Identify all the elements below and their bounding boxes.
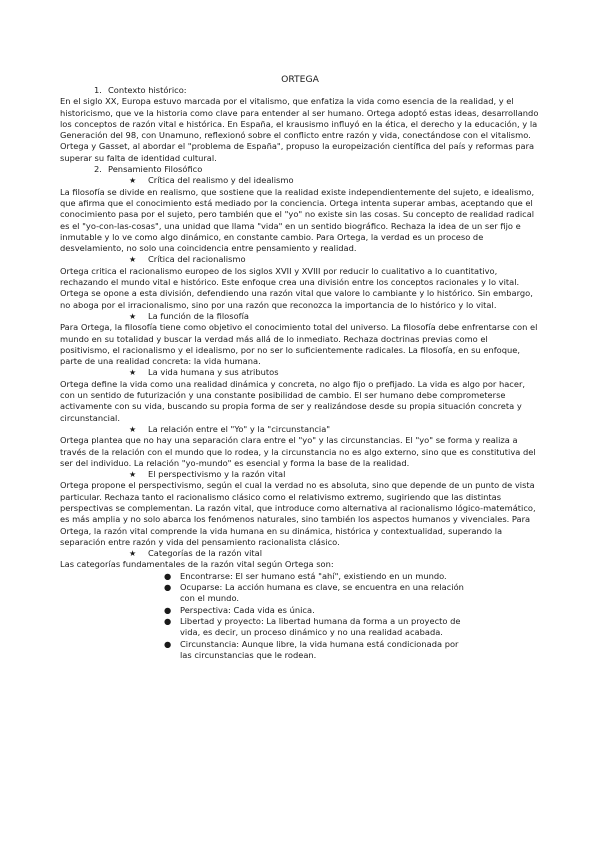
star-bullet-icon: ★ [129, 549, 137, 559]
subsection-heading-text: La relación entre el "Yo" y la "circunstancia" [148, 423, 331, 434]
section-2-heading [60, 164, 540, 175]
star-bullet-icon: ★ [129, 368, 137, 378]
star-bullet-icon: ★ [129, 311, 137, 321]
section-2-number: 2. [94, 164, 102, 175]
star-bullet-icon: ★ [129, 255, 137, 265]
list-item [60, 605, 540, 616]
list-item-text: Circunstancia: Aunque libre, la vida humana está condicionada por las circunstancias que le rodean. [180, 638, 459, 660]
subsection-paragraph-perspectivismo: Ortega propone el perspectivismo, según el cual la verdad no es absoluta, sino que depende de un punto de vista particular. Rechaza tanto el racionalismo clásico como el relativismo extremo, sugiriendo que las distintas perspectivas se complementan. La razón vital, que introduce como alternativa al racionalismo lógico-matemático, es más amplia y no solo abarca los fenómenos naturales, sino también los aspectos humanos y vivenciales. Para Ortega, la razón vital comprende la vida humana en su dinámica, histórica y contextualidad, superando la separación entre razón y vida del pensamiento racionalista clásico. [60, 480, 536, 547]
star-bullet-icon: ★ [129, 424, 137, 434]
bullet-dot-icon: ● [164, 582, 172, 593]
page-title: ORTEGA [281, 74, 319, 85]
subsection-heading-realismo [60, 175, 540, 186]
list-item [60, 582, 540, 605]
subsection-heading-racionalismo [60, 254, 540, 265]
bullet-dot-icon: ● [164, 615, 172, 626]
list-item [60, 639, 540, 662]
subsection-heading-text: Crítica del racionalismo [148, 254, 246, 265]
subsection-paragraph-yo-circunstancia: Ortega plantea que no hay una separación clara entre el "yo" y las circunstancias. El "yo" se forma y realiza a través de la relación con el mundo que lo rodea, y la circunstancia no es algo externo, sino que es constitutiva del ser del individuo. La relación "yo-mundo" es esencial y forma la base de la realidad. [60, 435, 536, 468]
subsection-heading-vida [60, 367, 540, 378]
categories-list [60, 571, 540, 661]
subsection-heading-categorias [60, 548, 540, 559]
subsection-heading-funcion [60, 311, 540, 322]
list-item-text: Encontrarse: El ser humano está "ahí", existiendo en un mundo. [180, 570, 447, 581]
section-1-heading-text: Contexto histórico: [108, 85, 187, 95]
subsection-paragraph-vida: Ortega define la vida como una realidad dinámica y concreta, no algo fijo o prefijado. La vida es algo por hacer, con un sentido de futurización y una constante posibilidad de cambio. El ser humano debe comprometerse activamente con su vida, buscando su propia forma de ser y realizándose desde su propia situación concreta y circunstancial. [60, 378, 526, 423]
list-item-text: Perspectiva: Cada vida es única. [180, 604, 315, 615]
subsection-heading-text: La vida humana y sus atributos [148, 367, 279, 378]
subsection-heading-yo-circunstancia [60, 424, 540, 435]
subsection-heading-text: Categorías de la razón vital [148, 548, 263, 559]
subsection-heading-text: Crítica del realismo y del idealismo [148, 175, 294, 186]
bullet-dot-icon: ● [164, 570, 172, 581]
list-item-text: Libertad y proyecto: La libertad humana da forma a un proyecto de vida, es decir, un proceso dinámico y no una realidad acabada. [180, 615, 461, 638]
subsection-paragraph-realismo: La filosofía se divide en realismo, que sostiene que la realidad existe independientemente del sujeto, e idealismo, que afirma que el conocimiento está mediado por la conciencia. Ortega intenta superar ambas, aceptando que el conocimiento pasa por el sujeto, pero también que el "yo" no existe sin las cosas. Su concepto de realidad radical es el "yo-con-las-cosas", una unidad que llama "vida" en un sentido biográfico. Rechaza la idea de un ser fijo e inmutable y lo ve como algo dinámico, en constante cambio. Para Ortega, la verdad es un proceso de desvelamiento, no solo una coincidencia entre pensamiento y realidad. [60, 186, 535, 254]
bullet-dot-icon: ● [164, 638, 172, 649]
section-1-paragraph: En el siglo XX, Europa estuvo marcada por el vitalismo, que enfatiza la vida como esencia de la realidad, y el historicismo, que ve la historia como clave para entender al ser humano. Ortega adoptó estas ideas, desarrollando los conceptos de razón vital e histórica. En España, el krausismo influyó en la ética, el derecho y la educación, y la Generación del 98, con Unamuno, reflexionó sobre el conflicto entre razón y vida, conectándose con el vitalismo. Ortega y Gasset, al abordar el "problema de España", propuso la europeización científica del país y reformas para superar su falta de identidad cultural. [60, 96, 539, 163]
subsection-heading-text: La función de la filosofía [148, 310, 249, 321]
section-2-heading-text: Pensamiento Filosófico [108, 164, 203, 175]
star-bullet-icon: ★ [129, 176, 137, 186]
list-item [60, 571, 540, 582]
subsection-heading-perspectivismo [60, 469, 540, 480]
subsection-paragraph-racionalismo: Ortega critica el racionalismo europeo de los siglos XVII y XVIII por reducir lo cualitativo a lo cuantitativo, rechazando el mundo vital e histórico. Este enfoque crea una división entre los conceptos racionales y lo vital. Ortega se opone a esta división, defendiendo una razón vital que valore lo cambiante y lo histórico. Sin embargo, no aboga por el irracionalismo, sino por una razón que reconozca la importancia de lo histórico y lo vital. [60, 265, 533, 310]
star-bullet-icon: ★ [129, 470, 137, 480]
bullet-dot-icon: ● [164, 604, 172, 615]
section-1-heading [60, 85, 540, 96]
subsection-paragraph-categorias: Las categorías fundamentales de la razón vital según Ortega son: [60, 559, 334, 570]
subsection-paragraph-funcion: Para Ortega, la filosofía tiene como objetivo el conocimiento total del universo. La filosofía debe enfrentarse con el mundo en su totalidad y buscar la verdad más allá de lo inmediato. Rechaza doctrinas previas como el positivismo, el racionalismo y el idealismo, por no ser lo suficientemente radicales. La filosofía, en su enfoque, parte de una realidad concreta: la vida humana. [60, 322, 538, 367]
list-item-text: Ocuparse: La acción humana es clave, se encuentra en una relación con el mundo. [180, 582, 464, 604]
list-item [60, 616, 540, 639]
section-1-number: 1. [94, 85, 102, 95]
subsection-heading-text: El perspectivismo y la razón vital [148, 469, 286, 480]
